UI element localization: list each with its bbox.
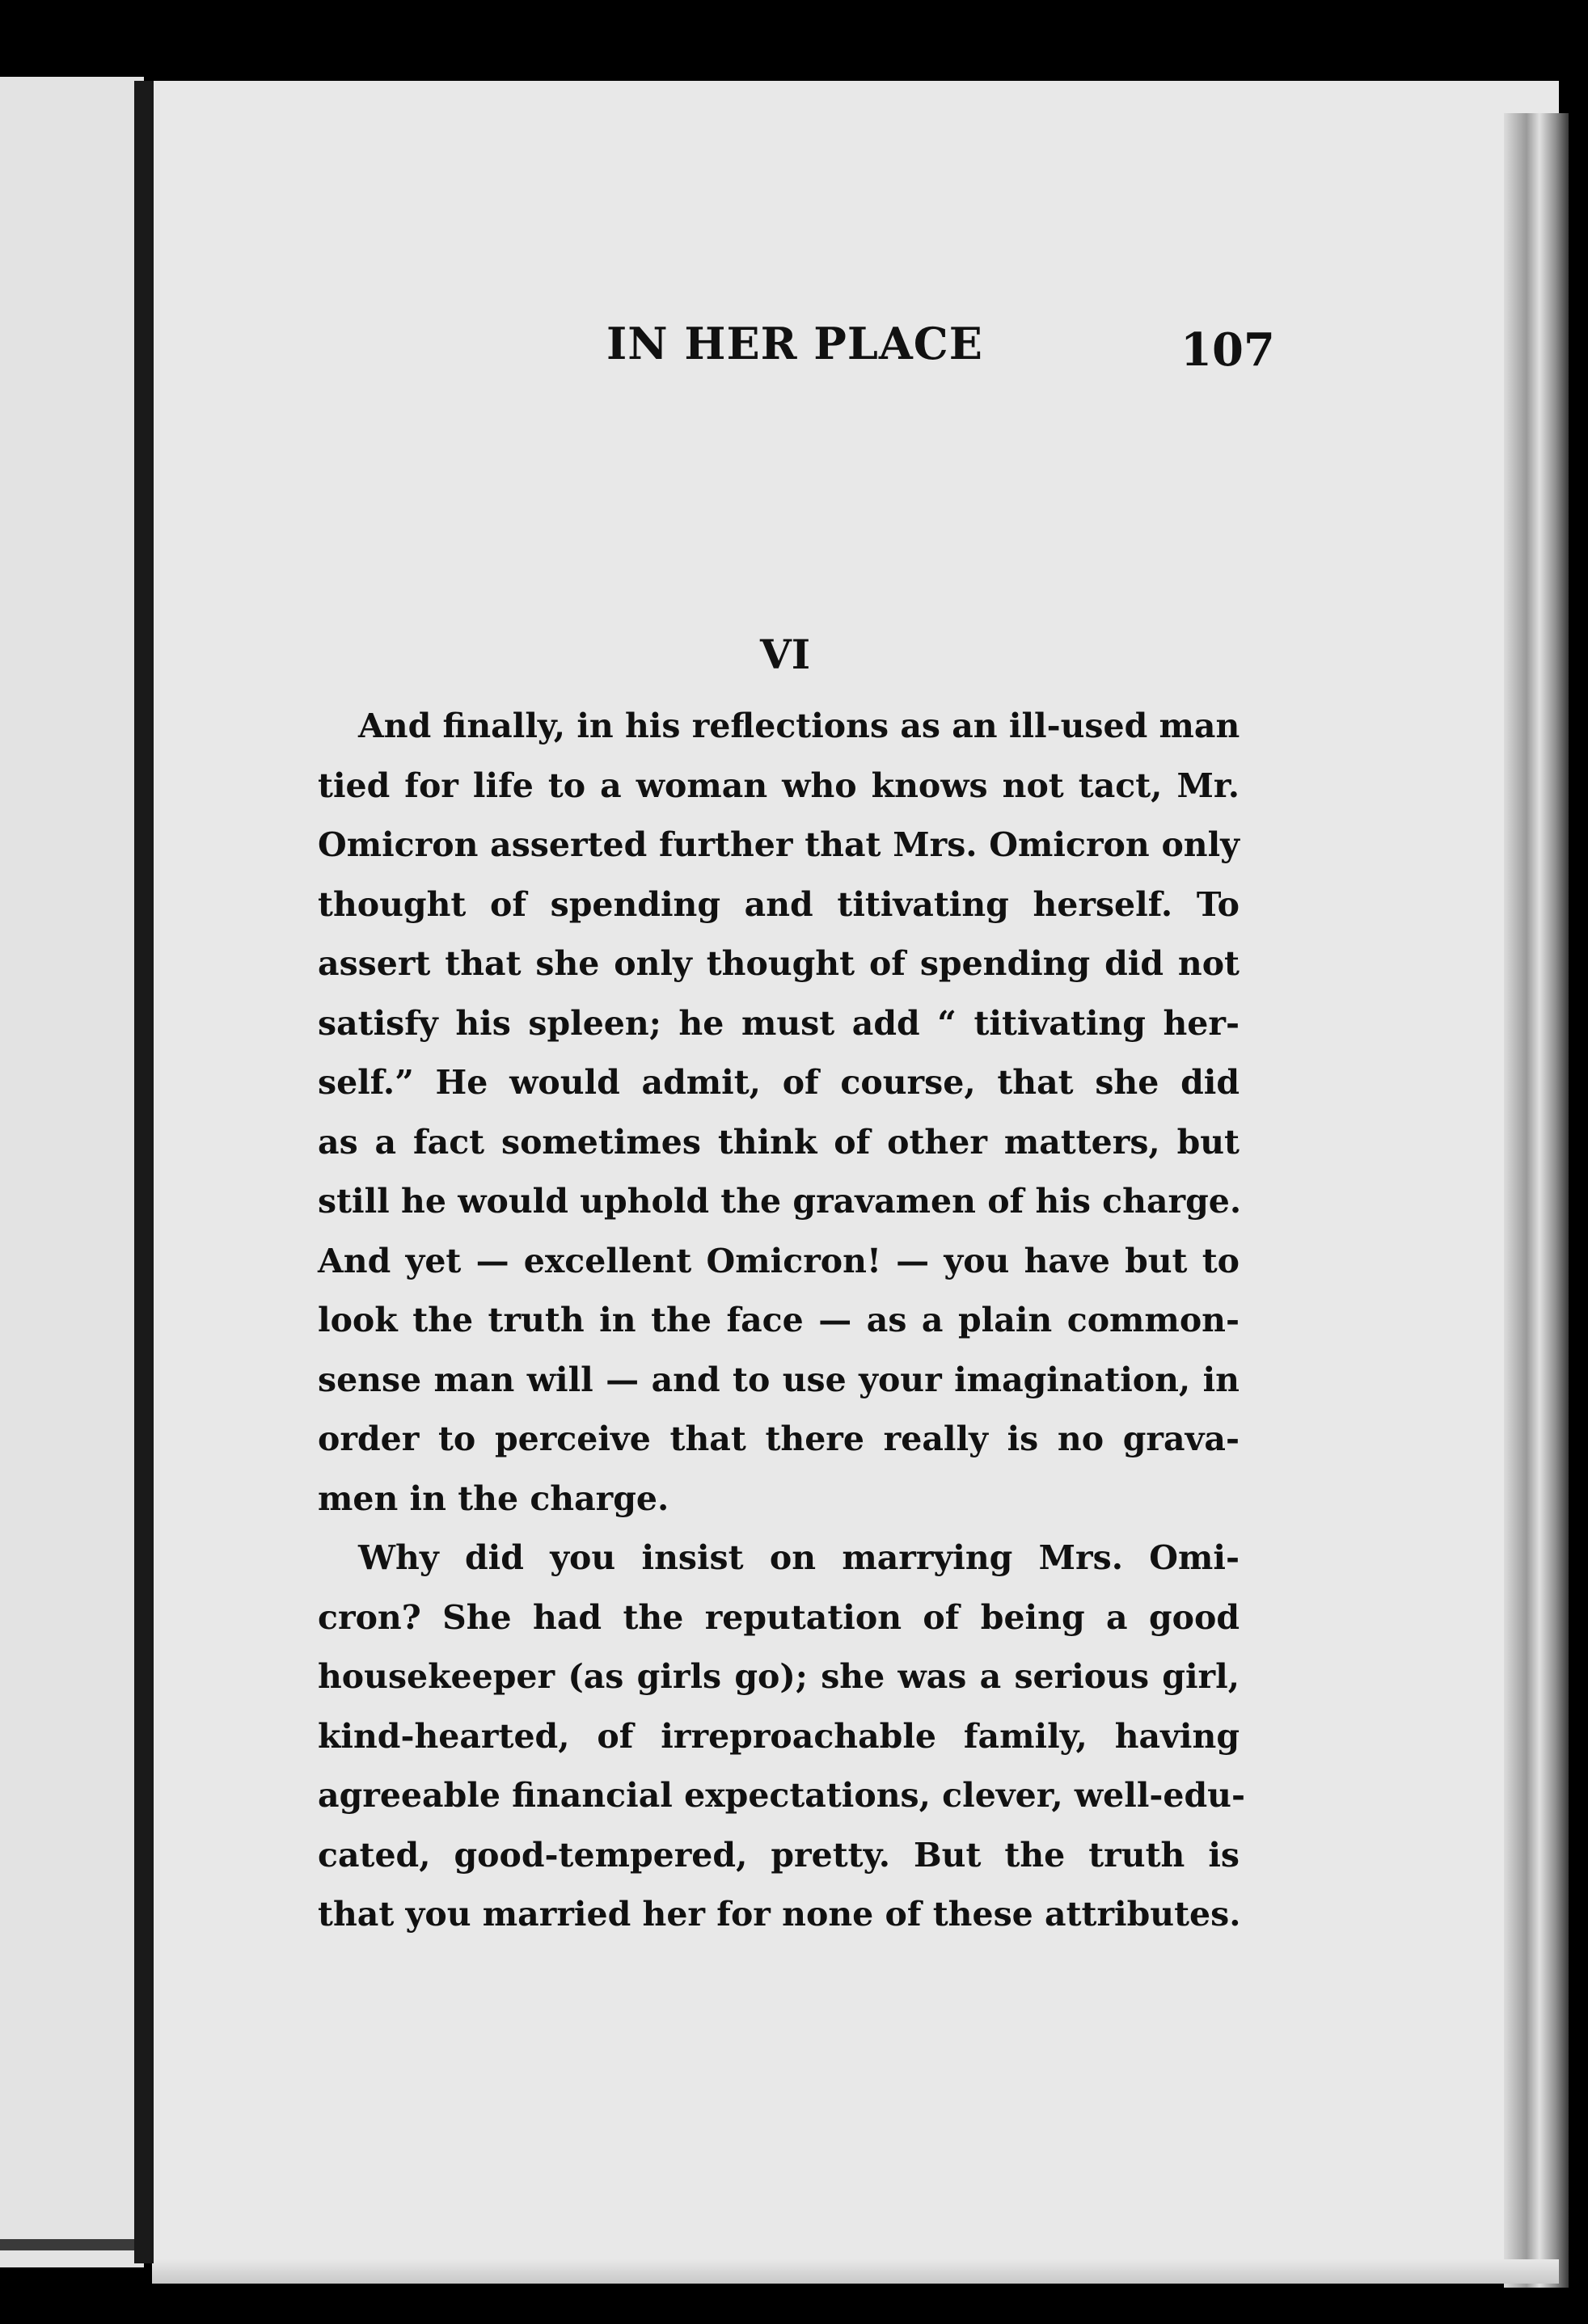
text-line: And finally, in his reflections as an ill-used man [358, 706, 1240, 745]
text-line: order to perceive that there really is no grava- [318, 1419, 1240, 1458]
text-line: self.” He would admit, of course, that she did [318, 1063, 1240, 1102]
text-line: as a fact sometimes think of other matters, but [318, 1122, 1240, 1162]
text-line: still he would uphold the gravamen of his charge. [318, 1182, 1242, 1221]
paragraph [318, 697, 1240, 1529]
book-gutter [134, 81, 154, 2263]
text-line: assert that she only thought of spending did not [318, 944, 1240, 983]
paragraph [318, 1529, 1245, 1945]
text-line: thought of spending and titivating herself. To [318, 884, 1240, 924]
text-line: men in the charge. [318, 1478, 669, 1518]
text-line: kind-hearted, of irreproachable family, having [318, 1716, 1240, 1756]
previous-page-bottom-shadow [0, 2239, 144, 2250]
text-line: sense man will — and to use your imagination, in [318, 1360, 1240, 1399]
page-number: 107 [1180, 323, 1275, 377]
text-line: cated, good-tempered, pretty. But the truth is [318, 1835, 1240, 1875]
previous-page-edge [0, 77, 144, 2267]
text-line: agreeable financial expectations, clever, well-edu- [318, 1776, 1245, 1815]
text-line: that you married her for none of these attributes. [318, 1895, 1241, 1934]
text-line: Omicron asserted further that Mrs. Omicron only [318, 825, 1240, 864]
text-line: housekeeper (as girls go); she was a serious girl, [318, 1657, 1240, 1696]
page-bottom-edge [152, 2259, 1559, 2284]
text-line: tied for life to a woman who knows not tact, Mr. [318, 766, 1240, 805]
text-line: satisfy his spleen; he must add “ titivating her- [318, 1003, 1240, 1043]
running-head: IN HER PLACE [606, 318, 983, 369]
text-line: look the truth in the face — as a plain common- [318, 1301, 1240, 1339]
text-line: cron? She had the reputation of being a good [318, 1597, 1240, 1637]
body-text [318, 697, 1245, 1945]
text-line: And yet — excellent Omicron! — you have but to [318, 1241, 1240, 1280]
chapter-number: VI [760, 631, 811, 678]
text-line: Why did you insist on marrying Mrs. Omi- [358, 1538, 1240, 1577]
page-fore-edge [1504, 113, 1569, 2288]
